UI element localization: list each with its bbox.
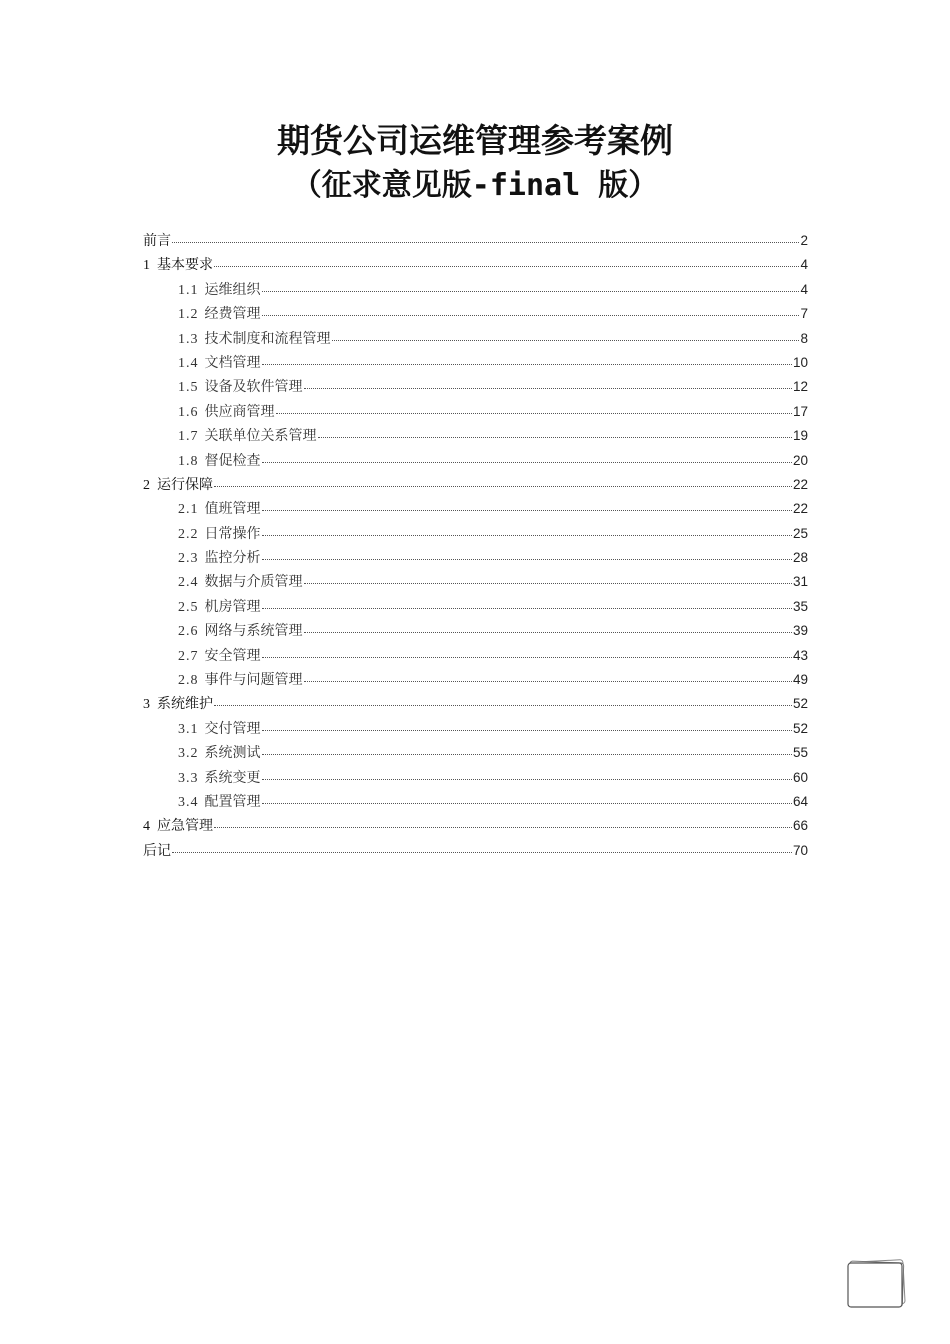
toc-entry[interactable] xyxy=(143,254,808,278)
toc-entry-number: 3.3 xyxy=(178,770,199,786)
document-title: 期货公司运维管理参考案例 xyxy=(277,121,673,160)
toc-page-number: 20 xyxy=(792,452,808,468)
toc-entry-text: 监控分析 xyxy=(204,550,261,567)
toc-entry-text: 安全管理 xyxy=(204,647,261,664)
toc-entry-number: 3.4 xyxy=(178,794,199,810)
toc-page-number: 12 xyxy=(792,379,808,395)
toc-page-number: 49 xyxy=(792,672,808,688)
toc-entry-text: 配置管理 xyxy=(204,793,261,810)
toc-page-number: 28 xyxy=(792,550,808,566)
toc-page-number: 64 xyxy=(792,793,808,809)
toc-entry-text: 运维组织 xyxy=(204,281,261,298)
toc-dot-leader xyxy=(214,265,799,267)
toc-entry-label xyxy=(178,328,331,348)
toc-entry-label xyxy=(178,669,303,689)
toc-entry-text: 日常操作 xyxy=(204,525,261,542)
toc-page-number: 60 xyxy=(792,769,808,785)
toc-page-number: 17 xyxy=(792,403,808,419)
toc-page-number: 8 xyxy=(800,330,808,346)
toc-entry-label xyxy=(178,742,261,762)
toc-entry-number: 2.3 xyxy=(178,551,199,567)
toc-entry[interactable] xyxy=(143,376,808,400)
toc-entry-number: 1.8 xyxy=(178,453,199,469)
toc-page-number: 22 xyxy=(792,476,808,492)
toc-entry-number: 3.1 xyxy=(178,721,199,737)
toc-page-number: 31 xyxy=(792,574,808,590)
toc-entry[interactable] xyxy=(143,571,808,595)
toc-entry-number: 3 xyxy=(143,697,151,713)
toc-entry[interactable] xyxy=(143,596,808,620)
toc-entry-text: 后记 xyxy=(143,842,171,859)
toc-dot-leader xyxy=(214,485,792,487)
toc-entry-label xyxy=(178,352,261,372)
toc-entry-text: 系统变更 xyxy=(204,769,261,786)
toc-entry[interactable] xyxy=(143,620,808,644)
toc-dot-leader xyxy=(262,558,792,560)
toc-entry[interactable] xyxy=(143,303,808,327)
toc-entry-text: 设备及软件管理 xyxy=(204,379,303,396)
toc-entry-text: 运行保障 xyxy=(157,476,213,493)
toc-dot-leader xyxy=(304,680,792,682)
toc-page-number: 4 xyxy=(800,257,808,273)
toc-entry[interactable] xyxy=(143,498,808,522)
toc-entry-number: 2.6 xyxy=(178,624,199,640)
toc-page-number: 55 xyxy=(792,745,808,761)
toc-dot-leader xyxy=(262,778,792,780)
toc-entry-label xyxy=(143,815,213,835)
toc-page-number: 2 xyxy=(800,233,808,248)
toc-entry[interactable] xyxy=(143,401,808,425)
toc-entry[interactable] xyxy=(143,718,808,742)
toc-entry-text: 基本要求 xyxy=(157,257,213,274)
toc-entry-number: 1.5 xyxy=(178,380,199,396)
toc-entry-number: 2.8 xyxy=(178,673,199,689)
toc-entry-label xyxy=(178,718,261,738)
toc-dot-leader xyxy=(172,851,792,853)
toc-entry[interactable] xyxy=(143,645,808,669)
toc-entry-label xyxy=(143,693,213,713)
toc-entry[interactable] xyxy=(143,840,808,864)
toc-dot-leader xyxy=(262,729,792,731)
toc-page-number: 19 xyxy=(792,428,808,444)
toc-entry-number: 1.2 xyxy=(178,307,199,323)
toc-entry[interactable] xyxy=(143,450,808,474)
toc-entry-text: 前言 xyxy=(143,233,171,249)
toc-entry[interactable] xyxy=(143,547,808,571)
toc-entry-label xyxy=(143,230,171,250)
toc-page-number: 35 xyxy=(792,598,808,614)
toc-entry-label xyxy=(178,425,317,445)
toc-dot-leader xyxy=(262,802,792,804)
toc-entry-text: 应急管理 xyxy=(157,818,213,835)
toc-entry-label xyxy=(178,450,261,470)
document-subtitle: （征求意见版-final 版） xyxy=(291,168,659,203)
toc-page-number: 39 xyxy=(792,623,808,639)
toc-page-number: 52 xyxy=(792,720,808,736)
toc-entry-label xyxy=(143,474,213,494)
toc-entry-number: 2.7 xyxy=(178,648,199,664)
toc-entry-label xyxy=(178,620,303,640)
toc-entry-label xyxy=(143,254,213,274)
toc-page-number: 22 xyxy=(792,501,808,517)
toc-entry-number: 1 xyxy=(143,258,151,274)
toc-entry-label xyxy=(178,791,261,811)
toc-dot-leader xyxy=(214,704,792,706)
toc-entry-number: 1.1 xyxy=(178,282,199,298)
toc-entry-text: 关联单位关系管理 xyxy=(204,428,317,445)
toc-page-number: 4 xyxy=(800,281,808,297)
toc-entry-text: 经费管理 xyxy=(204,306,261,323)
toc-entry[interactable] xyxy=(143,767,808,791)
toc-entry-number: 1.6 xyxy=(178,404,199,420)
toc-dot-leader xyxy=(332,339,800,341)
toc-entry[interactable] xyxy=(143,742,808,766)
toc-dot-leader xyxy=(262,363,792,365)
toc-entry-label xyxy=(178,523,261,543)
toc-entry[interactable] xyxy=(143,523,808,547)
toc-entry-text: 系统测试 xyxy=(204,745,261,762)
toc-page-number: 70 xyxy=(792,842,808,858)
toc-dot-leader xyxy=(172,241,799,243)
toc-dot-leader xyxy=(214,826,792,828)
toc-dot-leader xyxy=(262,461,792,463)
toc-entry-text: 机房管理 xyxy=(204,598,261,615)
toc-entry-number: 3.2 xyxy=(178,746,199,762)
toc-entry-number: 1.4 xyxy=(178,355,199,371)
toc-entry-number: 2.2 xyxy=(178,526,199,542)
stacked-pages-icon[interactable] xyxy=(845,1258,907,1310)
toc-dot-leader xyxy=(262,753,792,755)
toc-entry-label xyxy=(178,279,261,299)
toc-entry[interactable] xyxy=(143,279,808,303)
toc-page-number: 43 xyxy=(792,647,808,663)
toc-page-number: 66 xyxy=(792,818,808,834)
toc-dot-leader xyxy=(304,387,792,389)
toc-entry-label xyxy=(178,596,261,616)
toc-dot-leader xyxy=(262,607,792,609)
toc-entry-number: 2 xyxy=(143,477,151,493)
toc-page-number: 52 xyxy=(792,696,808,712)
toc-entry[interactable] xyxy=(143,352,808,376)
toc-entry[interactable] xyxy=(143,474,808,498)
toc-dot-leader xyxy=(262,509,792,511)
toc-dot-leader xyxy=(304,582,792,584)
toc-entry-text: 供应商管理 xyxy=(204,403,275,420)
toc-entry-label xyxy=(178,547,261,567)
toc-dot-leader xyxy=(318,436,792,438)
toc-dot-leader xyxy=(304,631,792,633)
toc-page-number: 10 xyxy=(792,354,808,370)
toc-entry-text: 文档管理 xyxy=(204,354,261,371)
toc-entry-text: 督促检查 xyxy=(204,452,261,469)
toc-dot-leader xyxy=(262,314,800,316)
toc-entry-text: 事件与问题管理 xyxy=(204,672,303,689)
toc-entry-number: 1.3 xyxy=(178,331,199,347)
toc-entry-number: 2.5 xyxy=(178,599,199,615)
toc-entry-text: 交付管理 xyxy=(204,720,261,737)
toc-entry-label xyxy=(178,767,261,787)
toc-entry-label xyxy=(178,376,303,396)
toc-page-number: 25 xyxy=(792,525,808,541)
toc-entry[interactable] xyxy=(143,669,808,693)
toc-dot-leader xyxy=(262,534,792,536)
toc-entry[interactable] xyxy=(143,230,808,254)
toc-entry-label xyxy=(178,571,303,591)
toc-dot-leader xyxy=(276,412,792,414)
toc-entry-number: 2.1 xyxy=(178,502,199,518)
toc-entry[interactable] xyxy=(143,791,808,815)
toc-entry[interactable] xyxy=(143,693,808,717)
toc-entry-label xyxy=(178,401,275,421)
toc-entry-text: 系统维护 xyxy=(157,696,213,713)
toc-entry[interactable] xyxy=(143,425,808,449)
toc-entry-text: 技术制度和流程管理 xyxy=(204,330,331,347)
toc-entry[interactable] xyxy=(143,815,808,839)
toc-dot-leader xyxy=(262,656,792,658)
toc-entry-number: 4 xyxy=(143,819,151,835)
table-of-contents xyxy=(143,230,808,864)
title-block xyxy=(0,118,950,208)
toc-entry-label xyxy=(178,303,261,323)
toc-page-number: 7 xyxy=(800,306,808,322)
toc-entry[interactable] xyxy=(143,328,808,352)
toc-entry-label xyxy=(178,645,261,665)
toc-entry-label xyxy=(143,840,171,860)
toc-entry-number: 2.4 xyxy=(178,575,199,591)
toc-dot-leader xyxy=(262,290,800,292)
toc-entry-label xyxy=(178,498,261,518)
toc-entry-text: 值班管理 xyxy=(204,501,261,518)
toc-entry-text: 数据与介质管理 xyxy=(204,574,303,591)
toc-entry-number: 1.7 xyxy=(178,429,199,445)
toc-entry-text: 网络与系统管理 xyxy=(204,623,303,640)
